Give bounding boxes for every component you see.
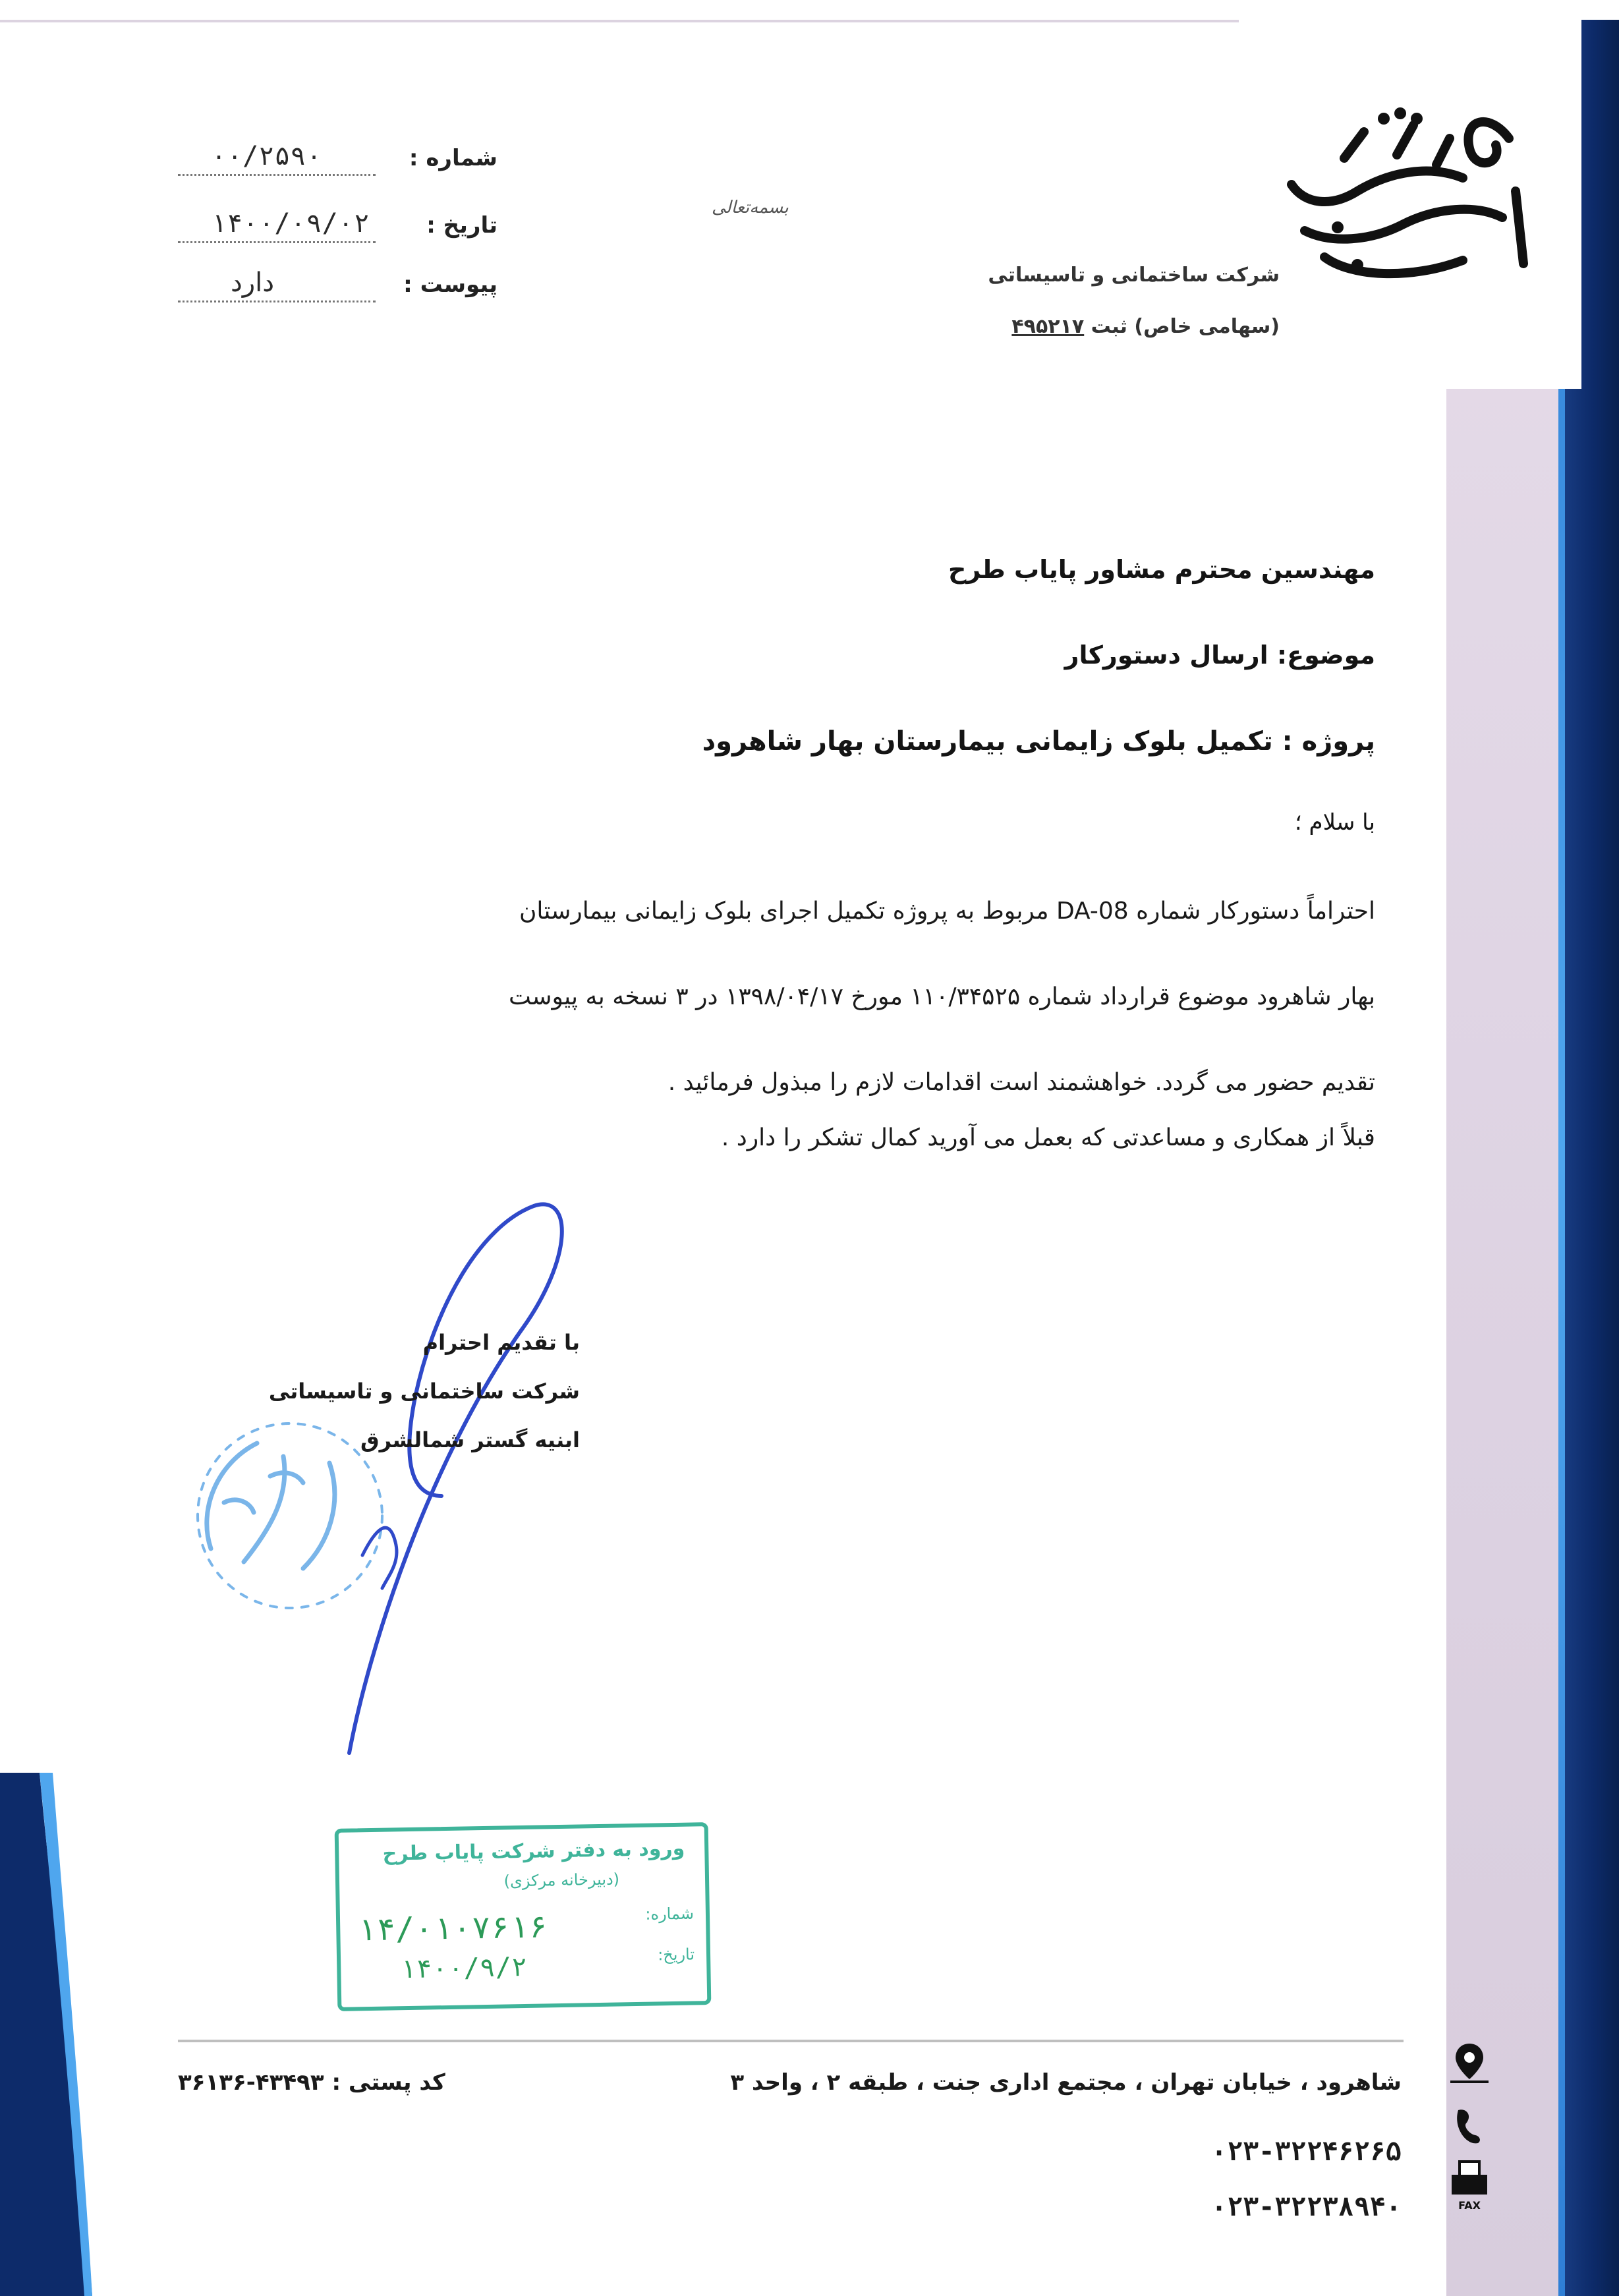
body-paragraph <box>255 869 1375 1126</box>
body-line: بهار شاهرود موضوع قرارداد شماره ۱۱۰/۳۴۵۲۵ مورخ ۱۳۹۸/۰۴/۱۷ در ۳ نسخه به پیوست <box>509 983 1375 1010</box>
signature <box>152 1186 626 1766</box>
stamp-date: ۱۴۰۰/۹/۲ <box>399 1951 528 1985</box>
phone-icon <box>1446 2101 1492 2147</box>
signature-block <box>268 1318 580 1464</box>
signature-company-line1: شرکت ساختمانی و تاسیساتی <box>268 1379 580 1404</box>
subject: موضوع: ارسال دستورکار <box>1064 641 1375 670</box>
footer-postal-code: کد پستی : ۴۳۴۹۳-۳۶۱۳۶ <box>178 2069 445 2096</box>
attachment-label: پیوست : <box>403 272 497 298</box>
header-attachment-row <box>178 268 497 318</box>
footer-phone: ۰۲۳-۳۲۲۴۶۲۶۵ <box>1211 2137 1402 2167</box>
footer-fax: ۰۲۳-۳۲۲۳۸۹۴۰ <box>1211 2192 1402 2222</box>
closing-line: با تقدیم احترام <box>422 1330 580 1355</box>
stamp-title: ورود به دفتر شرکت پایاب طرح <box>382 1837 685 1866</box>
company-logo <box>1265 92 1529 303</box>
company-registration <box>1011 315 1280 338</box>
signature-company-line2: ابنیه گستر شمالشرق <box>360 1427 580 1452</box>
letter-date: ۱۴۰۰/۰۹/۰۲ <box>211 208 370 239</box>
registration-number: ۴۹۵۲۱۷ <box>1011 315 1085 338</box>
left-blue-sweep <box>0 1773 92 2296</box>
project-title: پروژه : تکمیل بلوک زایمانی بیمارستان بهار شاهرود <box>702 726 1375 757</box>
stamp-number-label: شماره: <box>645 1904 695 1924</box>
greeting: با سلام ؛ <box>1294 809 1375 836</box>
date-label: تاریخ : <box>426 212 497 239</box>
number-dotted-line <box>178 174 376 176</box>
footer-address: شاهرود ، خیابان تهران ، مجتمع اداری جنت ، طبقه ۲ ، واحد ۳ <box>730 2069 1402 2096</box>
letter-number: ۰۰/۲۵۹۰ <box>211 141 322 171</box>
header-date-row <box>178 208 497 258</box>
attachment-value: دارد <box>231 268 275 298</box>
basmala: بسمه‌تعالی <box>712 198 789 217</box>
number-label: شماره : <box>409 145 497 171</box>
fax-icon <box>1446 2155 1492 2214</box>
body-line: احتراماً دستورکار شماره DA-08 مربوط به پروژه تکمیل اجرای بلوک زایمانی بیمارستان <box>519 898 1375 925</box>
footer-divider <box>178 2040 1404 2042</box>
attachment-dotted-line <box>178 301 376 302</box>
date-dotted-line <box>178 241 376 243</box>
stamp-date-label: تاریخ: <box>657 1945 695 1965</box>
thanks-line: قبلاً از همکاری و مساعدتی که بعمل می آورید کمال تشکر را دارد . <box>721 1124 1375 1151</box>
fax-icon-label: FAX <box>1458 2199 1481 2212</box>
received-stamp <box>335 1822 712 2011</box>
company-type: (سهامی خاص) ثبت <box>1091 315 1280 338</box>
header-number-row <box>178 141 497 191</box>
stamp-subtitle: (دبیرخانه مرکزی) <box>503 1870 620 1891</box>
company-name: شرکت ساختمانی و تاسیساتی <box>988 264 1280 287</box>
location-pin-icon <box>1446 2040 1492 2086</box>
recipient: مهندسین محترم مشاور پایاب طرح <box>948 555 1375 584</box>
stamp-number: ۱۴/۰۱۰۷۶۱۶ <box>356 1908 548 1949</box>
body-line: تقدیم حضور می گردد. خواهشمند است اقدامات لازم را مبذول فرمائید . <box>667 1069 1375 1096</box>
